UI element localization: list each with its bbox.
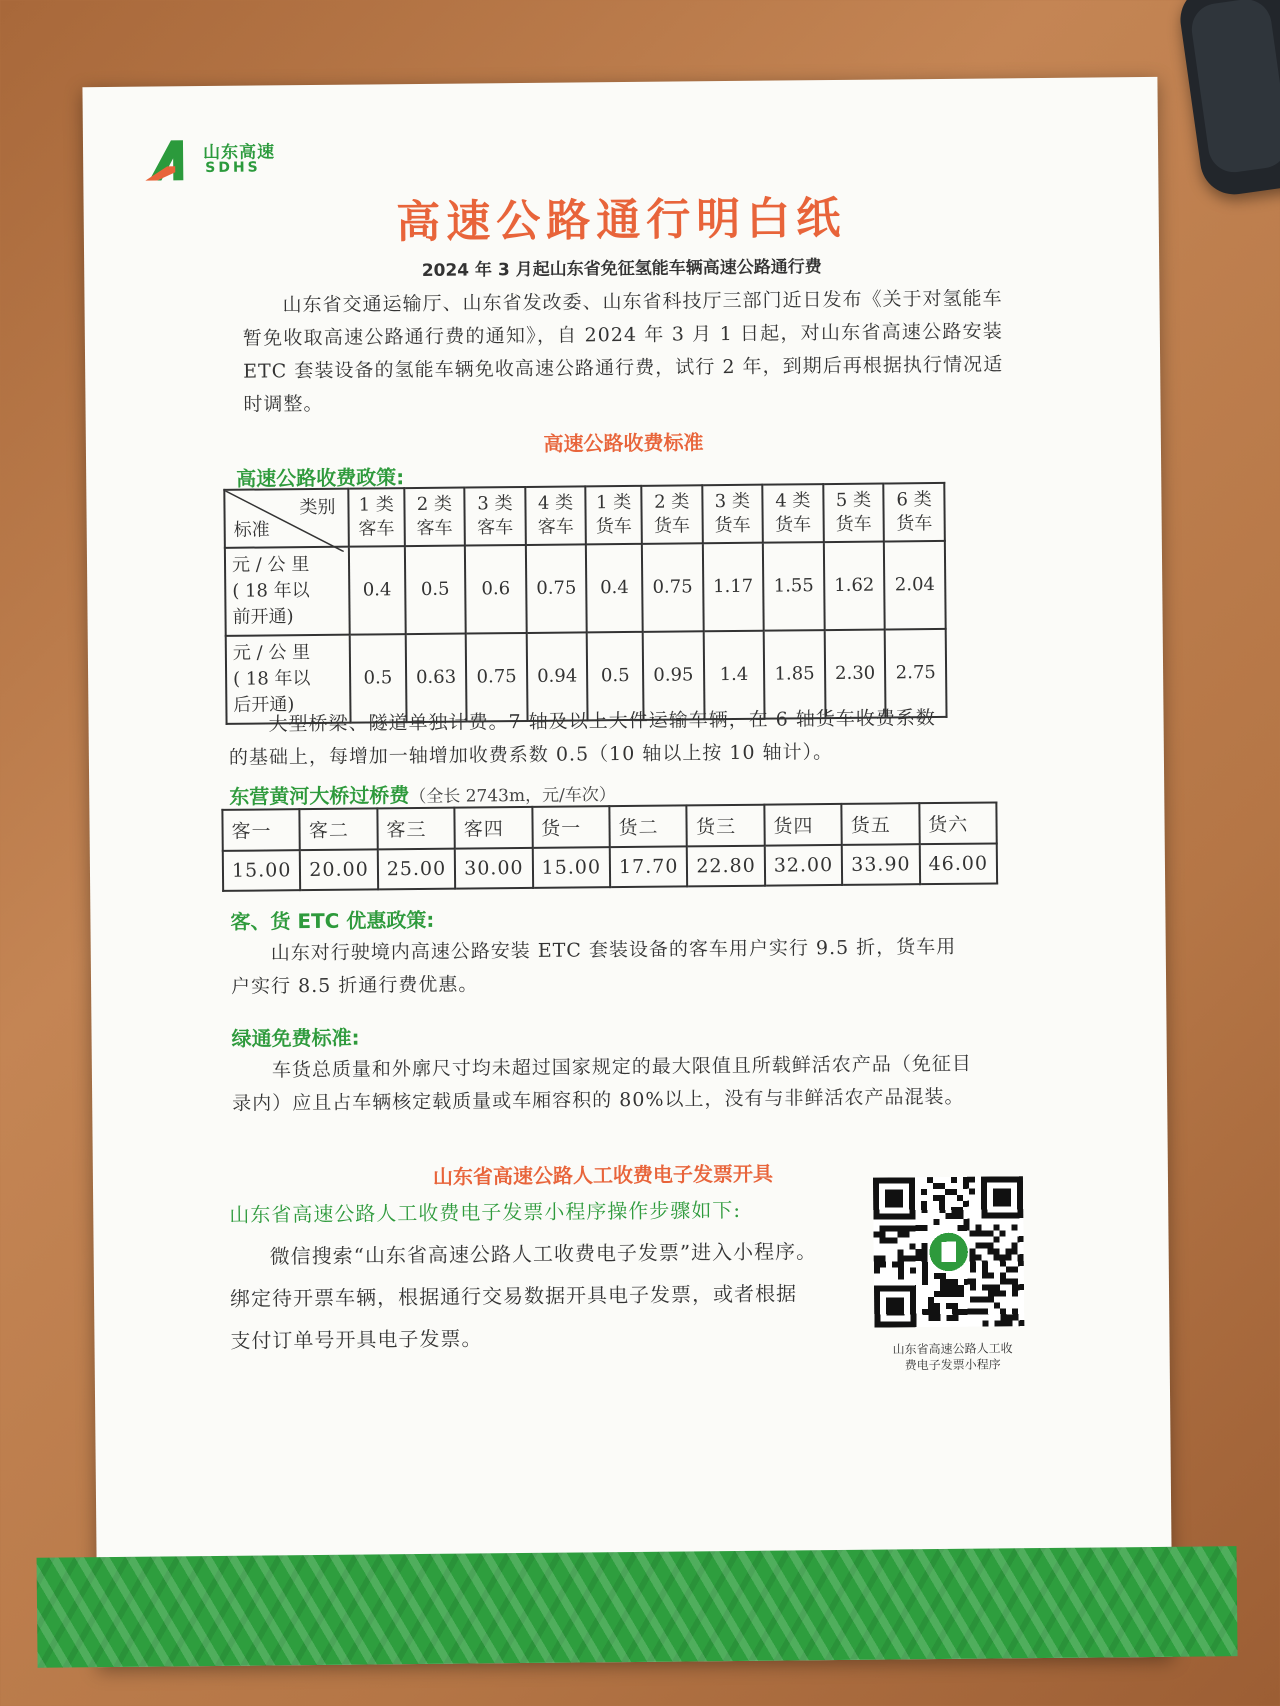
bridge-toll-cell: 30.00 — [455, 848, 533, 889]
bridge-col-header: 货五 — [842, 803, 920, 845]
mini-program-qr-code[interactable] — [873, 1176, 1024, 1327]
fee-col-header: 2 类 货车 — [641, 485, 702, 544]
fee-col-header: 6 类 货车 — [884, 483, 945, 542]
bridge-toll-cell: 32.00 — [765, 845, 843, 886]
bridge-col-header: 货四 — [764, 804, 842, 846]
phone-corner — [1176, 0, 1280, 199]
fee-section-title: 高速公路收费标准 — [543, 430, 704, 456]
fee-cell: 1.55 — [763, 542, 824, 631]
green-channel-heading: 绿通免费标准: — [231, 1025, 360, 1051]
fee-cell: 0.4 — [349, 546, 405, 635]
bridge-col-header: 客二 — [300, 808, 378, 850]
page-subtitle: 2024 年 3 月起山东省免征氢能车辆高速公路通行费 — [421, 257, 822, 281]
bridge-toll-table — [221, 801, 998, 891]
fee-cell: 2.04 — [884, 541, 946, 630]
bridge-col-header: 货六 — [919, 802, 997, 844]
fee-cell: 0.5 — [587, 632, 643, 721]
bridge-heading-note: （全长 2743m，元/车次） — [409, 785, 616, 808]
bridge-toll-cell: 25.00 — [378, 849, 456, 890]
fee-col-header: 4 类 客车 — [525, 486, 586, 545]
bridge-heading-text: 东营黄河大桥过桥费 — [229, 783, 410, 809]
bridge-col-header: 货二 — [609, 805, 687, 847]
fee-row-label: 元 / 公 里 ( 18 年以 前开通) — [225, 547, 350, 636]
fee-cell: 0.4 — [586, 544, 642, 633]
bridge-toll-cell: 22.80 — [687, 846, 765, 887]
intro-paragraph: 山东省交通运输厅、山东省发改委、山东省科技厅三部门近日发布《关于对氢能车暂免收取高速公路通行费的通知》，自 2024 年 3 月 1 日起，对山东省高速公路安装 ETC 套装设备的氢能车辆免收高速公路通行费，试行 2 年，到期后再根据执行情况适时调整。 — [242, 287, 1004, 416]
policy-heading: 高速公路收费政策: — [236, 465, 405, 491]
etc-heading: 客、货 ETC 优惠政策: — [230, 907, 435, 934]
fee-cell: 1.62 — [824, 542, 885, 631]
corner-top-label: 类别 — [299, 496, 336, 519]
qr-caption-line-1: 山东省高速公路人工收 — [892, 1341, 1013, 1357]
bridge-col-header: 货一 — [532, 806, 610, 848]
green-channel-paragraph: 车货总质量和外廓尺寸均未超过国家规定的最大限值且所载鲜活农产品（免征目录内）应且占车辆核定载质量或车厢容积的 80%以上，没有与非鲜活农产品混装。 — [232, 1052, 972, 1115]
fee-cell: 1.4 — [703, 631, 764, 720]
bridge-col-header: 客一 — [222, 809, 300, 851]
fee-cell: 0.94 — [526, 632, 587, 721]
steps-line-1: 微信搜索“山东省高速公路人工收费电子发票”进入小程序。 — [269, 1239, 818, 1269]
fee-cell: 1.17 — [702, 543, 763, 632]
fee-col-header: 2 类 客车 — [404, 488, 465, 547]
fee-col-header: 4 类 货车 — [762, 484, 823, 543]
fee-table — [223, 482, 947, 725]
invoice-section-title: 山东省高速公路人工收费电子发票开具 — [432, 1161, 774, 1189]
fee-cell: 0.75 — [466, 633, 527, 722]
etc-paragraph: 山东对行驶境内高速公路安装 ETC 套装设备的客车用户实行 9.5 折，货车用户实行 8.5 折通行费优惠。 — [230, 935, 957, 998]
bridge-toll-cell: 17.70 — [610, 846, 688, 887]
bridge-toll-cell: 15.00 — [223, 850, 301, 891]
fee-row-label: 元 / 公 里 ( 18 年以 后开通) — [226, 635, 351, 724]
fee-cell: 0.6 — [465, 545, 526, 634]
fee-col-header: 1 类 货车 — [586, 486, 642, 545]
fee-cell: 0.5 — [405, 546, 466, 635]
fee-cell: 0.75 — [526, 544, 587, 633]
bridge-toll-cell: 46.00 — [919, 843, 997, 884]
fee-cell: 2.30 — [824, 630, 885, 719]
page-title: 高速公路通行明白纸 — [396, 192, 847, 249]
steps-heading: 山东省高速公路人工收费电子发票小程序操作步骤如下: — [229, 1197, 742, 1227]
bridge-toll-cell: 20.00 — [300, 849, 378, 890]
fee-cell: 0.5 — [350, 634, 406, 723]
steps-line-2: 绑定待开票车辆，根据通行交易数据开具电子发票，或者根据 — [229, 1281, 798, 1311]
logo-cn: 山东高速 — [202, 142, 276, 164]
bridge-toll-cell: 33.90 — [842, 844, 920, 885]
fee-col-header: 5 类 货车 — [823, 484, 884, 543]
bridge-col-header: 货三 — [687, 805, 765, 847]
qr-caption-line-2: 费电子发票小程序 — [904, 1357, 1001, 1373]
bridge-col-header: 客三 — [377, 808, 455, 850]
fee-col-header: 1 类 客车 — [348, 488, 404, 547]
fee-cell: 0.63 — [405, 634, 466, 723]
fee-cell: 2.75 — [885, 629, 947, 718]
sdhs-logo — [145, 135, 295, 188]
fee-cell: 0.95 — [643, 631, 704, 720]
fee-cell: 0.75 — [642, 543, 703, 632]
bridge-toll-cell: 15.00 — [532, 847, 610, 888]
leaflet-paper — [82, 77, 1172, 1667]
fee-col-header: 3 类 客车 — [465, 487, 526, 546]
logo-mark-icon — [145, 136, 201, 185]
green-footer-band — [37, 1546, 1238, 1668]
corner-bottom-label: 标准 — [233, 519, 270, 541]
fee-col-header: 3 类 货车 — [702, 485, 763, 544]
fee-cell: 1.85 — [764, 630, 825, 719]
steps-paragraph — [229, 1230, 880, 1362]
logo-en: SDHS — [205, 159, 261, 177]
steps-line-3: 支付订单号开具电子发票。 — [230, 1326, 483, 1353]
table-corner-cell — [224, 489, 349, 548]
bridge-note: 大型桥梁、隧道单独计费。7 轴及以上大件运输车辆，在 6 轴货车收费系数的基础上，每增加一轴增加收费系数 0.5（10 轴以上按 10 轴计）。 — [228, 707, 936, 769]
bridge-col-header: 客四 — [455, 807, 533, 849]
qr-caption — [869, 1340, 1037, 1374]
